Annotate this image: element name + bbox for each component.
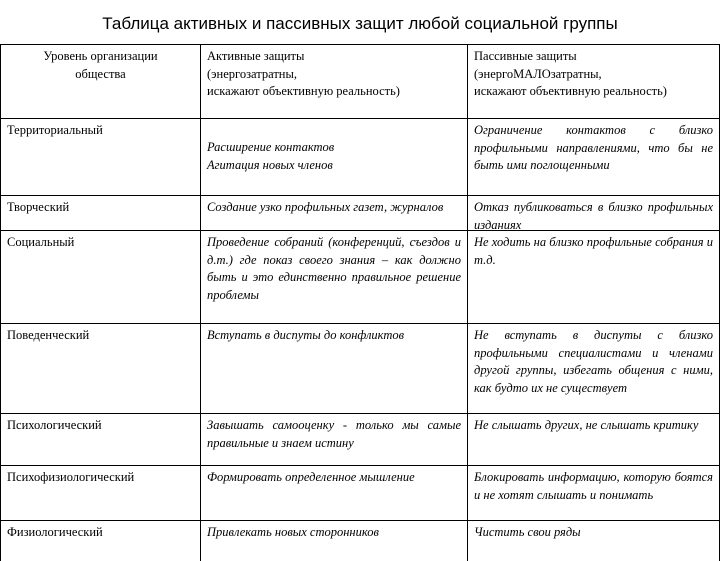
row-passive: Не слышать других, не слышать критику [467, 414, 720, 466]
header-passive: Пассивные защиты (энергоМАЛОзатратны, искажают объективную реальность) [467, 45, 720, 119]
row-level: Социальный [0, 231, 200, 324]
row-active: Привлекать новых сторонников [200, 521, 467, 561]
row-passive: Не вступать в диспуты с близко профильными специалистами и членами другой группы, избегать общения с ними, как будто их не существует [467, 324, 720, 414]
row-passive: Не ходить на близко профильные собрания и т.д. [467, 231, 720, 324]
row-active: Проведение собраний (конференций, съездов и д.т.) где показ своего знания – как должно быть и это единственно правильное решение проблемы [200, 231, 467, 324]
table-row [0, 323, 720, 414]
table-row [0, 465, 720, 521]
row-passive: Чистить свои ряды [467, 521, 720, 561]
header-active: Активные защиты (энергозатратны, искажают объективную реальность) [200, 45, 467, 119]
row-level: Поведенческий [0, 324, 200, 414]
row-active: Формировать определенное мышление [200, 466, 467, 521]
row-level: Территориальный [0, 119, 200, 196]
table-row [0, 195, 720, 231]
row-passive: Блокировать информацию, которую боятся и не хотят слышать и понимать [467, 466, 720, 521]
row-level: Творческий [0, 196, 200, 231]
row-level: Физиологический [0, 521, 200, 561]
table-row [0, 520, 720, 561]
row-active: Вступать в диспуты до конфликтов [200, 324, 467, 414]
row-active: Расширение контактов Агитация новых членов [200, 119, 467, 196]
row-passive: Ограничение контактов с близко профильными направлениями, что бы не быть ими поглощенными [467, 119, 720, 196]
row-level: Психологический [0, 414, 200, 466]
table-header [0, 44, 720, 119]
row-active: Создание узко профильных газет, журналов [200, 196, 467, 231]
header-level: Уровень организации общества [0, 45, 200, 119]
row-active: Завышать самооценку - только мы самые правильные и знаем истину [200, 414, 467, 466]
table-row [0, 118, 720, 196]
table-row [0, 413, 720, 466]
table-row [0, 230, 720, 324]
row-level: Психофизиологический [0, 466, 200, 521]
page-title: Таблица активных и пассивных защит любой социальной группы [102, 14, 618, 33]
row-passive: Отказ публиковаться в близко профильных изданиях [467, 196, 720, 231]
